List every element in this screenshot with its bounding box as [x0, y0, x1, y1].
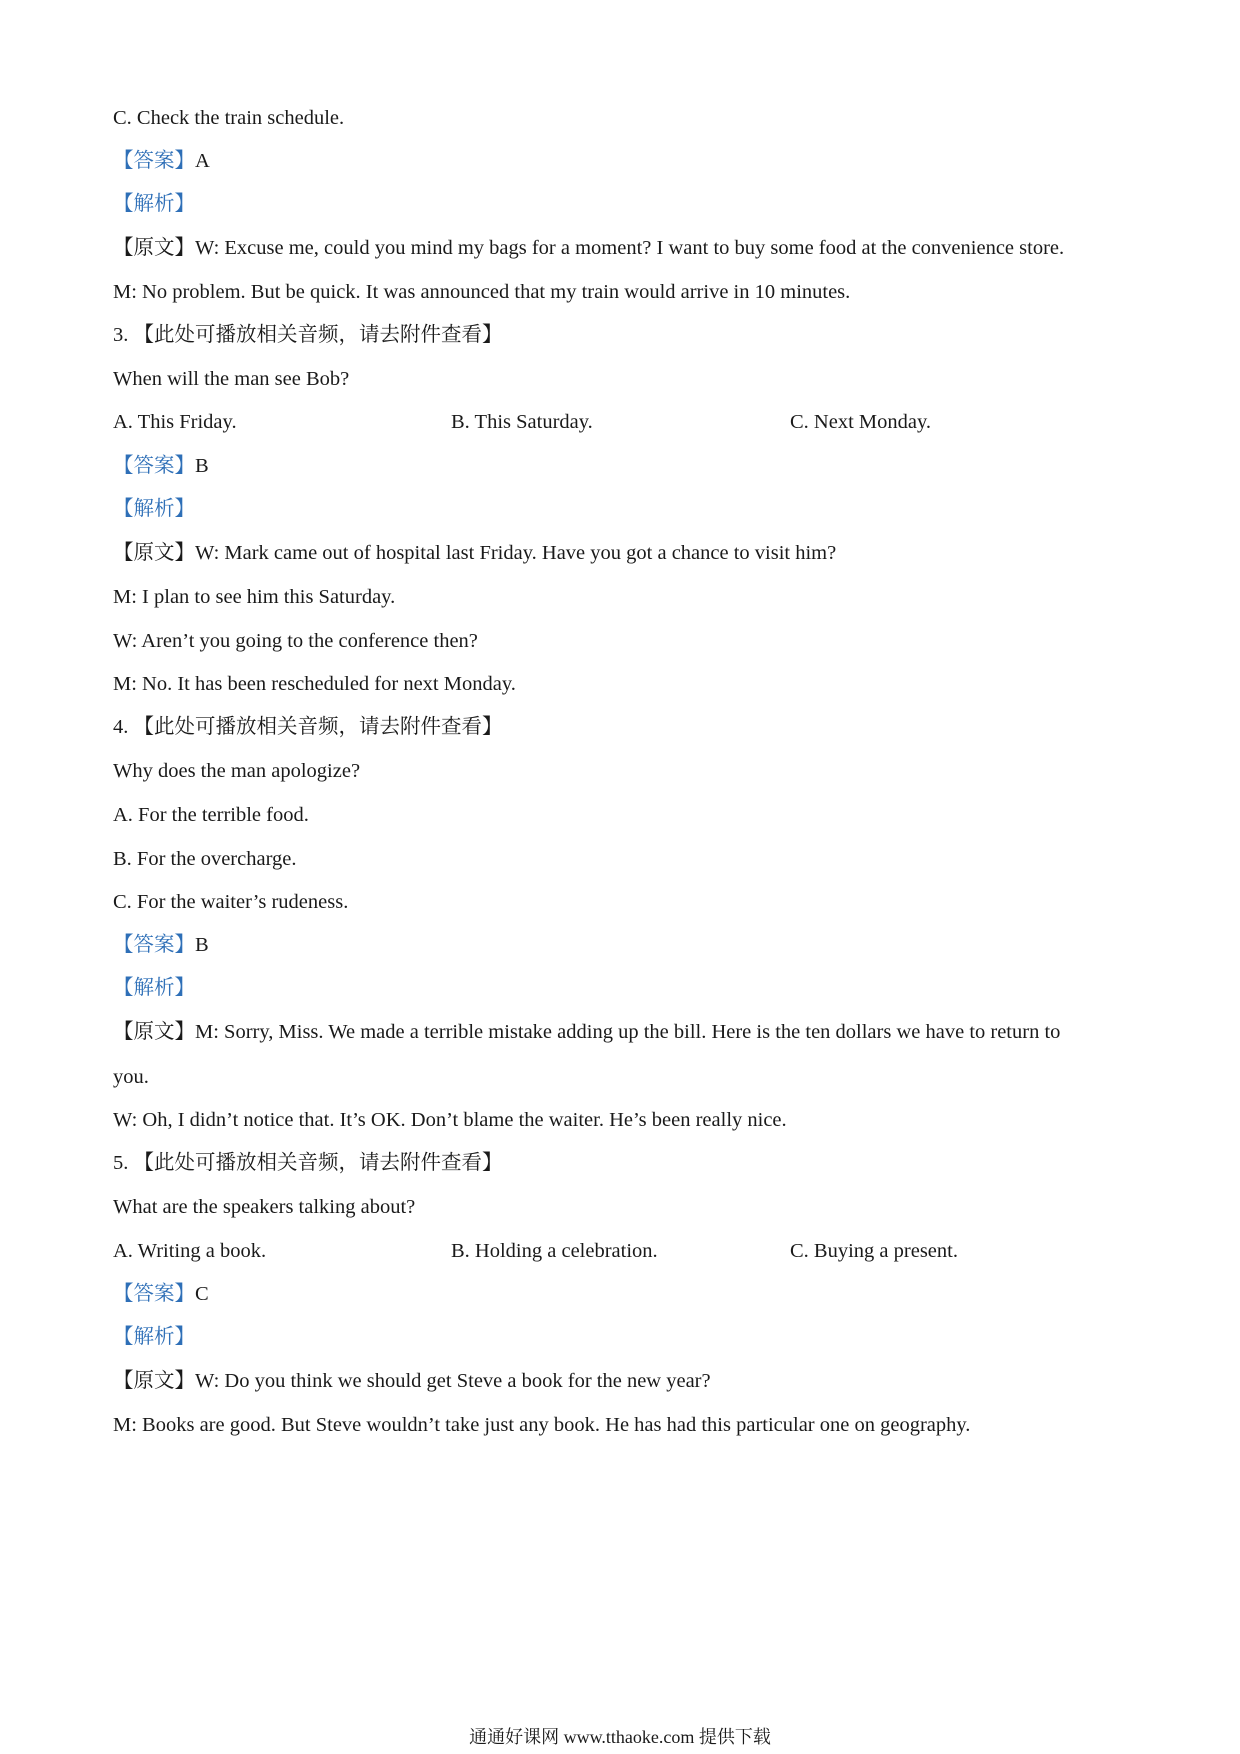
q3-option-b: B. This Saturday. — [451, 411, 593, 433]
q2-transcript-line: M: No problem. But be quick. It was announced that my train would arrive in 10 minutes. — [113, 281, 851, 303]
transcript-tag: 【原文】 — [113, 1370, 195, 1392]
question-number: 3. — [113, 324, 129, 346]
q5-heading — [113, 1149, 503, 1177]
q3-question: When will the man see Bob? — [113, 368, 350, 390]
page-footer: 通通好课网 www.tthaoke.com 提供下载 — [469, 1727, 771, 1747]
q3-transcript-line: 【原文】W: Mark came out of hospital last Friday. Have you got a chance to visit him? — [113, 542, 837, 564]
q2-transcript-line: 【原文】W: Excuse me, could you mind my bags for a moment? I want to buy some food at the convenience store. — [113, 237, 1065, 259]
audio-note: 【此处可播放相关音频，请去附件查看】 — [133, 324, 503, 346]
q3-analysis-tag: 【解析】 — [113, 498, 195, 520]
question-number: 4. — [113, 716, 129, 738]
answer-value: B — [195, 455, 209, 477]
q5-option-b: B. Holding a celebration. — [451, 1240, 658, 1262]
audio-note: 【此处可播放相关音频，请去附件查看】 — [133, 1152, 503, 1174]
answer-value: B — [195, 934, 209, 956]
q4-heading — [113, 713, 503, 741]
question-number: 5. — [113, 1152, 129, 1174]
q5-answer — [113, 1280, 209, 1308]
transcript-tag: 【原文】 — [113, 237, 195, 259]
q5-analysis-tag: 【解析】 — [113, 1326, 195, 1348]
q3-answer — [113, 452, 209, 480]
q4-transcript-line: W: Oh, I didn’t notice that. It’s OK. Don’t blame the waiter. He’s been really nice. — [113, 1109, 787, 1131]
q4-question: Why does the man apologize? — [113, 760, 361, 782]
answer-tag: 【答案】 — [113, 455, 195, 477]
q4-option-a: A. For the terrible food. — [113, 804, 309, 826]
q5-question: What are the speakers talking about? — [113, 1196, 416, 1218]
q4-transcript-line: 【原文】M: Sorry, Miss. We made a terrible mistake adding up the bill. Here is the ten dollars we have to return to — [113, 1021, 1061, 1043]
q4-transcript-line: you. — [113, 1066, 149, 1088]
q2-option-c: C. Check the train schedule. — [113, 107, 345, 129]
answer-tag: 【答案】 — [113, 934, 195, 956]
q4-option-c: C. For the waiter’s rudeness. — [113, 891, 349, 913]
answer-tag: 【答案】 — [113, 1283, 195, 1305]
q3-option-c: C. Next Monday. — [790, 411, 932, 433]
q5-option-a: A. Writing a book. — [113, 1240, 267, 1262]
q2-answer — [113, 147, 210, 175]
answer-value: A — [195, 150, 210, 172]
q5-option-c: C. Buying a present. — [790, 1240, 958, 1262]
q3-transcript-line: M: I plan to see him this Saturday. — [113, 586, 396, 608]
q3-heading — [113, 321, 503, 349]
q3-transcript-line: M: No. It has been rescheduled for next Monday. — [113, 673, 516, 695]
transcript-tag: 【原文】 — [113, 1021, 195, 1043]
transcript-tag: 【原文】 — [113, 542, 195, 564]
q5-transcript-line: 【原文】W: Do you think we should get Steve a book for the new year? — [113, 1370, 711, 1392]
q4-option-b: B. For the overcharge. — [113, 848, 297, 870]
q4-analysis-tag: 【解析】 — [113, 977, 195, 999]
answer-value: C — [195, 1283, 209, 1305]
q5-transcript-line: M: Books are good. But Steve wouldn’t take just any book. He has had this particular one on geography. — [113, 1414, 971, 1436]
audio-note: 【此处可播放相关音频，请去附件查看】 — [133, 716, 503, 738]
q4-answer — [113, 931, 209, 959]
q2-analysis-tag: 【解析】 — [113, 193, 195, 215]
q3-option-a: A. This Friday. — [113, 411, 237, 433]
q3-transcript-line: W: Aren’t you going to the conference then? — [113, 630, 478, 652]
answer-tag: 【答案】 — [113, 150, 195, 172]
